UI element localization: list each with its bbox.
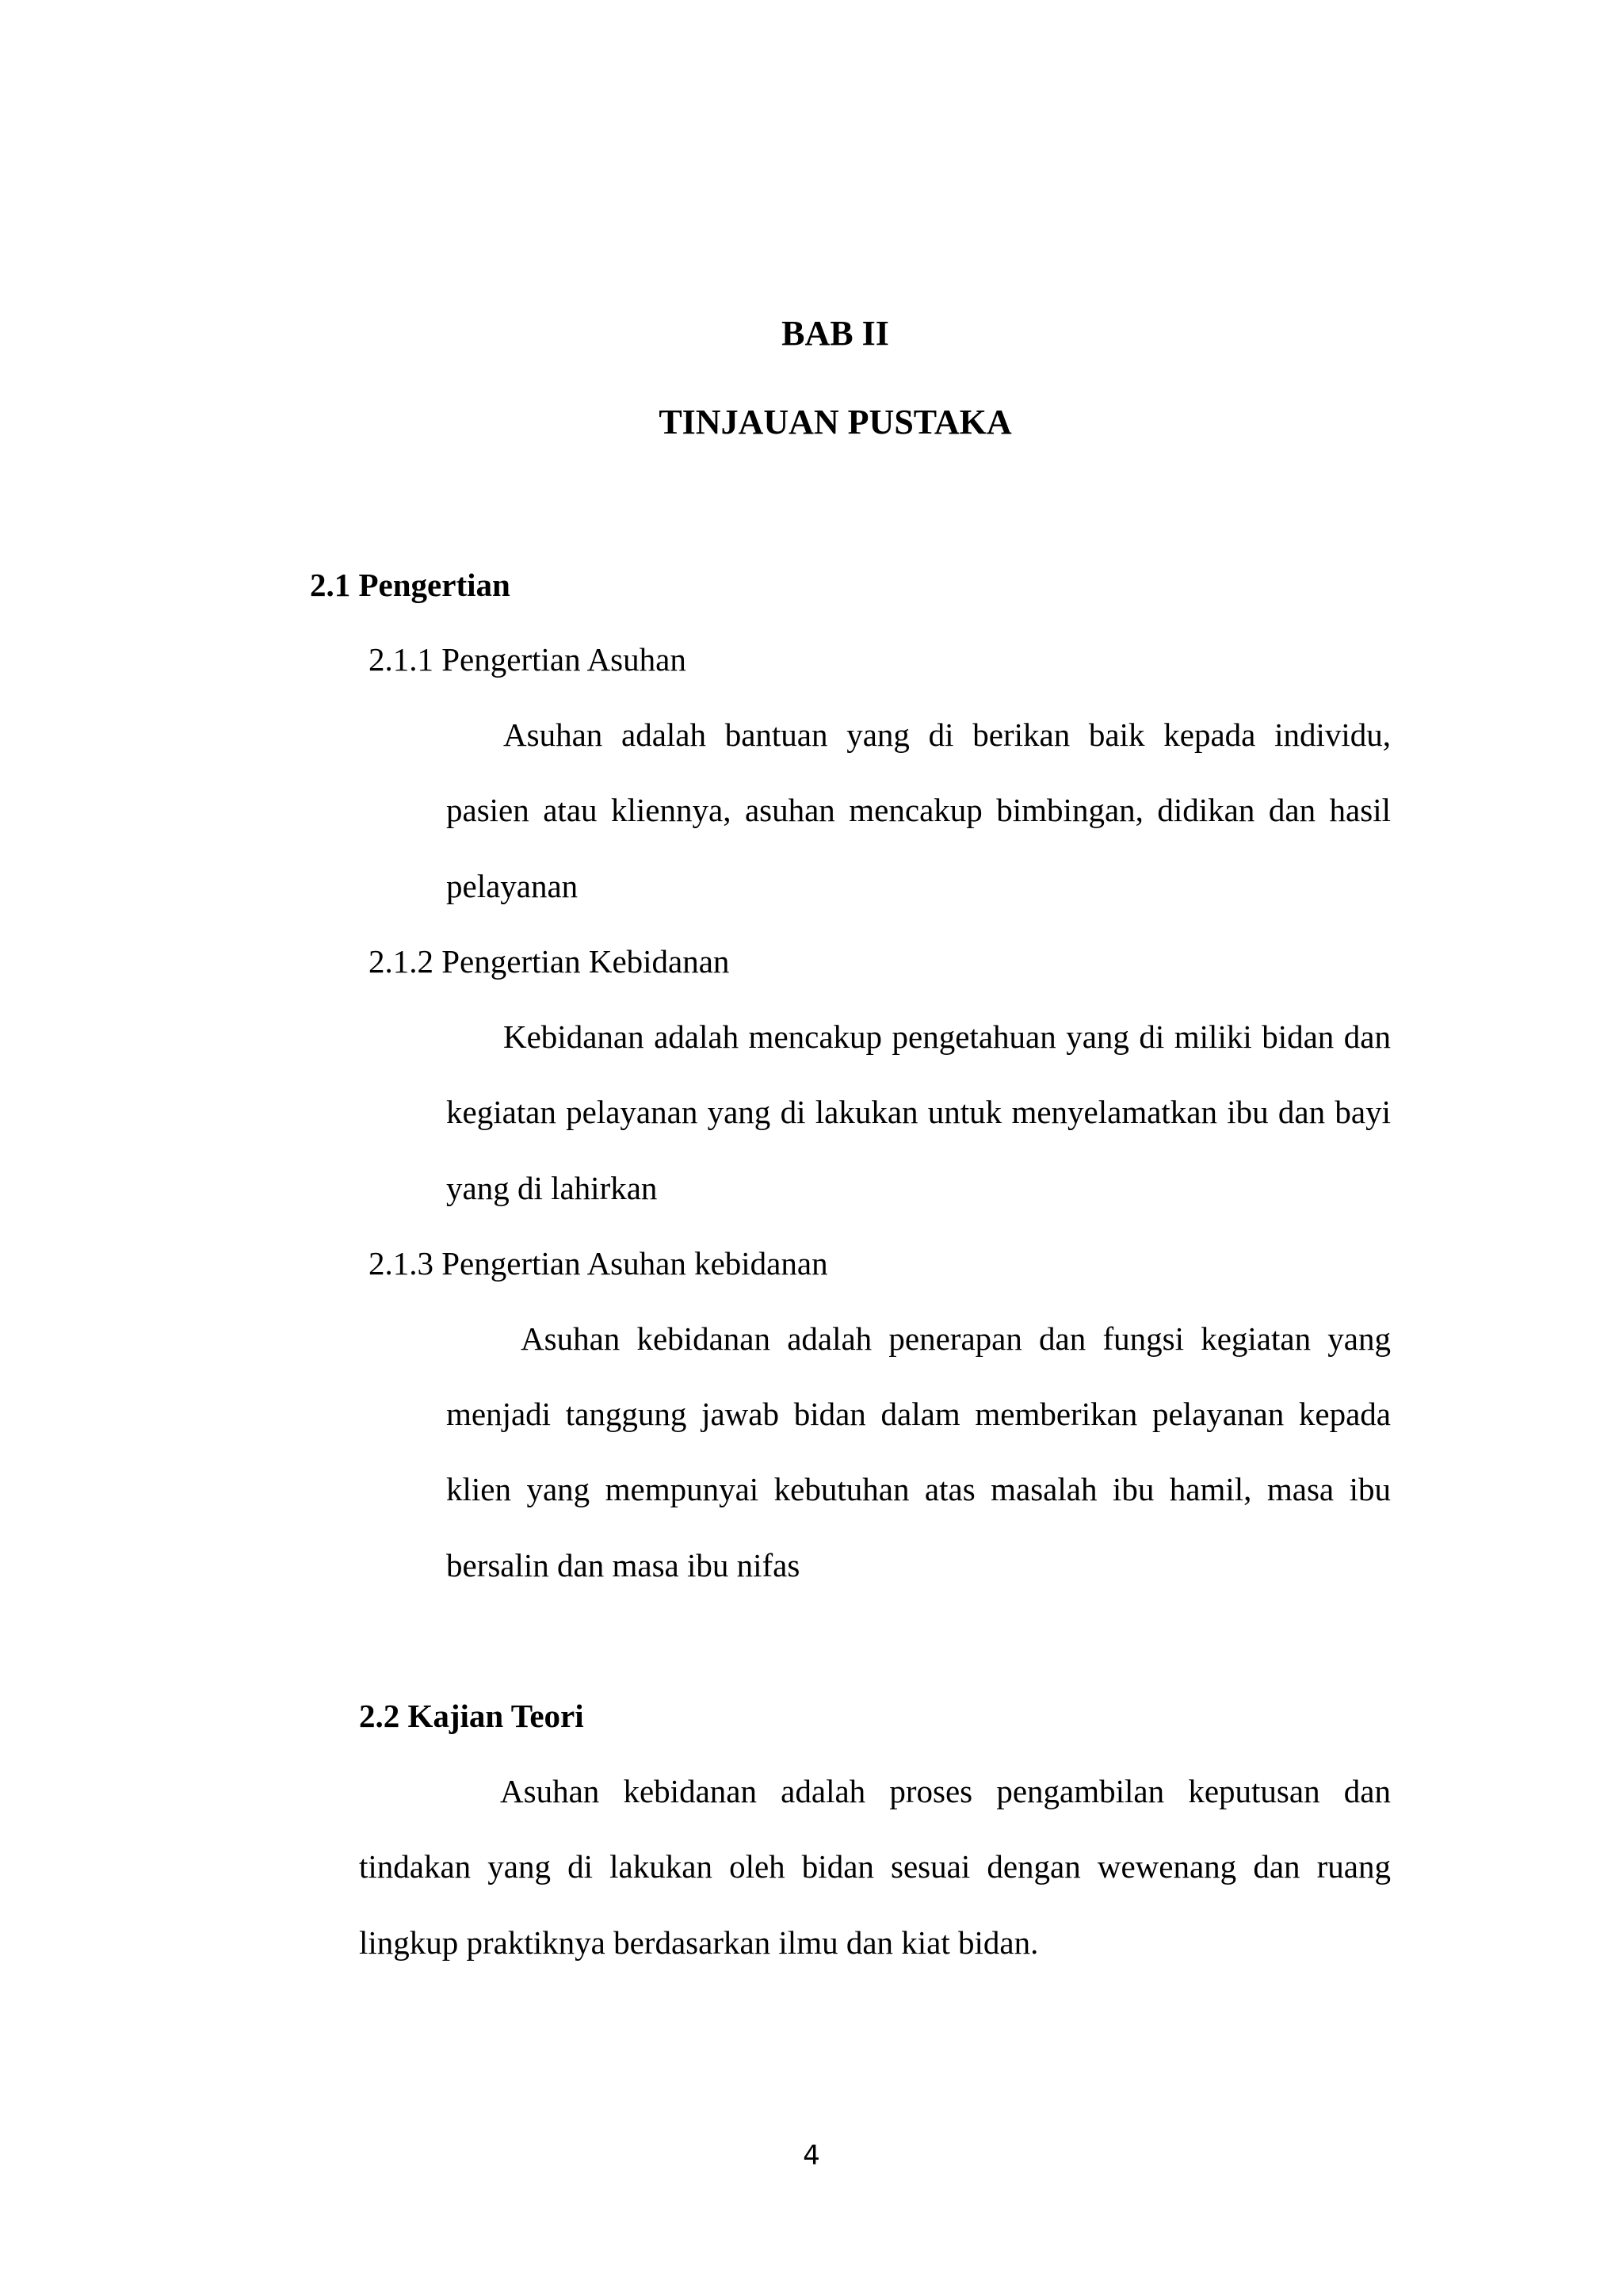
paragraph-line: bersalin dan masa ibu nifas	[446, 1547, 800, 1584]
paragraph-line: kegiatan pelayanan yang di lakukan untuk menyelamatkan ibu dan bayi	[446, 1094, 1391, 1130]
subsection-heading-2-1-2: 2.1.2 Pengertian Kebidanan	[369, 943, 730, 980]
section-heading-2-2: 2.2 Kajian Teori	[359, 1698, 584, 1734]
paragraph-line: pasien atau kliennya, asuhan mencakup bimbingan, didikan dan hasil	[446, 792, 1391, 828]
chapter-title: TINJAUAN PUSTAKA	[659, 403, 1012, 441]
paragraph-line: Kebidanan adalah mencakup pengetahuan yang di miliki bidan dan	[503, 1018, 1391, 1055]
subsection-heading-2-1-3: 2.1.3 Pengertian Asuhan kebidanan	[369, 1245, 828, 1282]
paragraph-line: Asuhan kebidanan adalah penerapan dan fungsi kegiatan yang	[521, 1320, 1391, 1357]
paragraph-line: klien yang mempunyai kebutuhan atas masalah ibu hamil, masa ibu	[446, 1471, 1391, 1507]
paragraph-line: Asuhan kebidanan adalah proses pengambilan keputusan dan	[500, 1773, 1391, 1809]
paragraph-line: yang di lahirkan	[446, 1170, 658, 1206]
paragraph-line: pelayanan	[446, 868, 579, 904]
subsection-heading-2-1-1: 2.1.1 Pengertian Asuhan	[369, 641, 686, 678]
page-number: 4	[803, 2140, 820, 2172]
section-heading-2-1: 2.1 Pengertian	[310, 567, 510, 603]
paragraph-line: lingkup praktiknya berdasarkan ilmu dan kiat bidan.	[359, 1924, 1039, 1961]
chapter-number: BAB II	[781, 314, 889, 353]
paragraph-line: Asuhan adalah bantuan yang di berikan baik kepada individu,	[503, 716, 1391, 753]
paragraph-line: tindakan yang di lakukan oleh bidan sesuai dengan wewenang dan ruang	[359, 1848, 1391, 1885]
paragraph-line: menjadi tanggung jawab bidan dalam memberikan pelayanan kepada	[446, 1396, 1391, 1432]
